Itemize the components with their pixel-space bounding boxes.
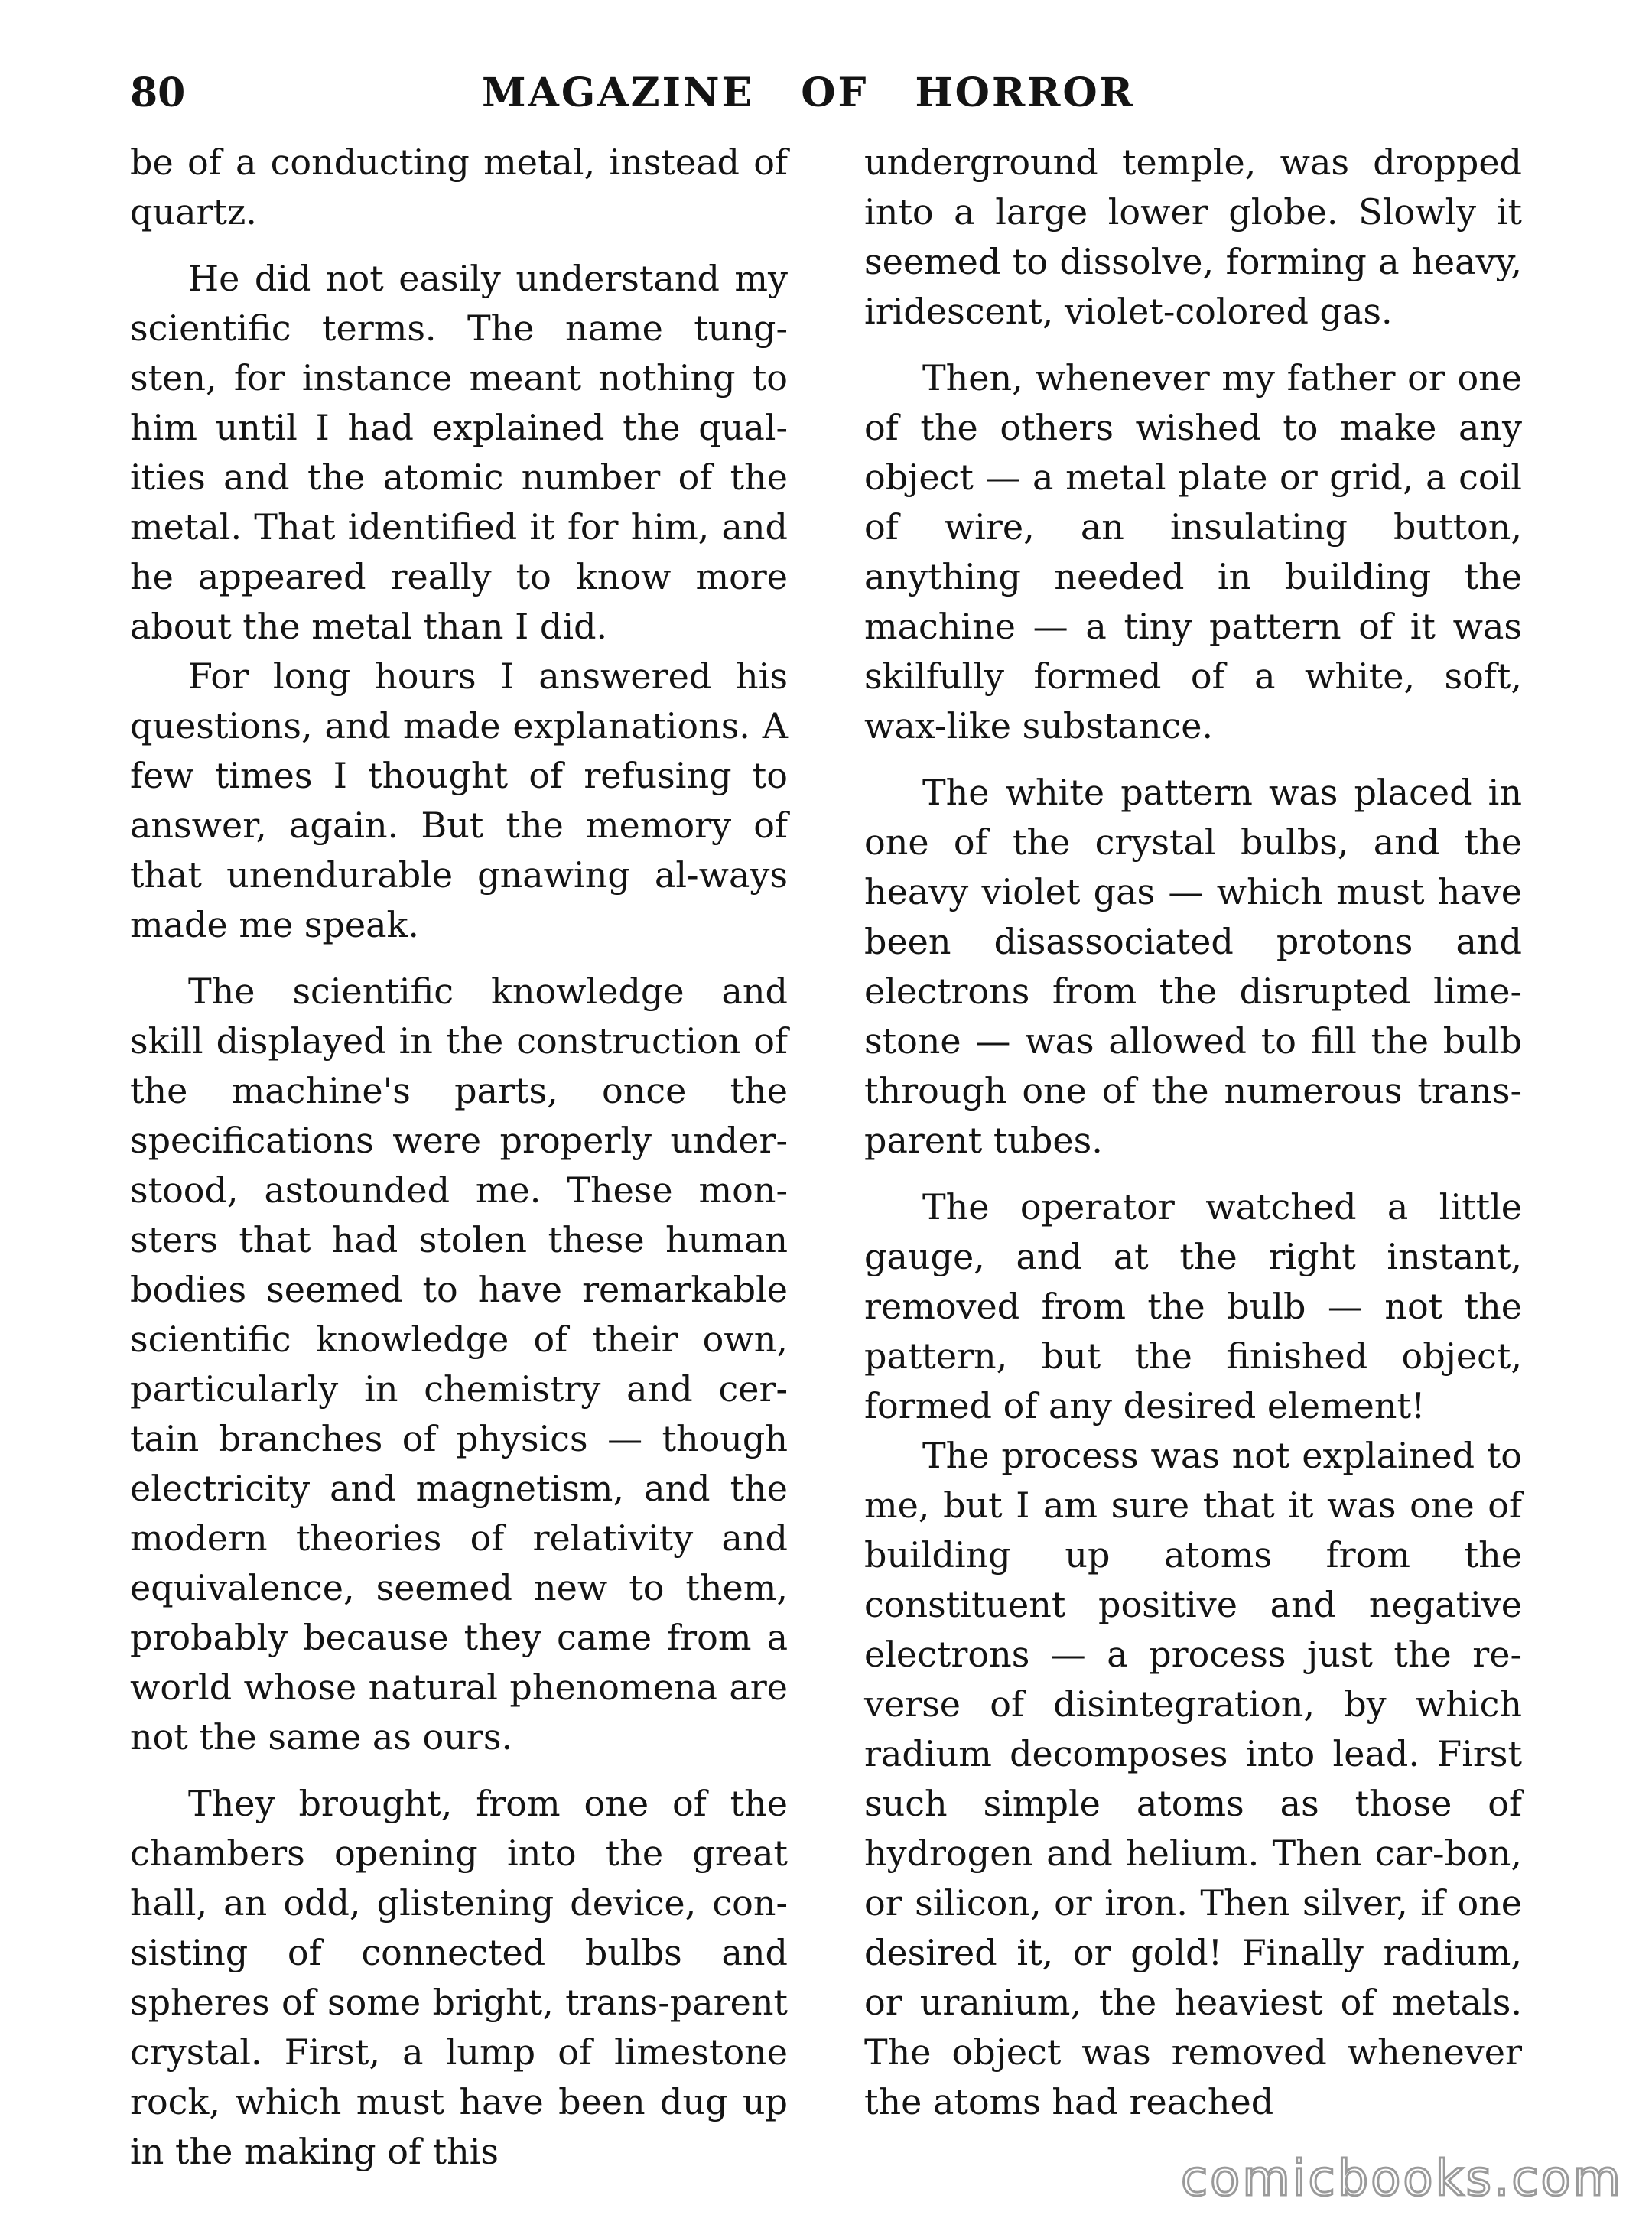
paragraph: The scientific knowledge and skill displayed in the construction of the machine's parts, once the specifications were properly under-stood, astounded me. These mon-sters that had stolen these human bodies seemed to have remarkable scientific knowledge of their own, particularly in chemistry and cer-tain branches of physics — though electricity and magnetism, and the modern theories of relativity and equivalence, seemed new to them, probably because they came from a world whose natural phenomena are not the same as ours.	[130, 971, 788, 1758]
page-header	[130, 63, 1231, 124]
paragraph: underground temple, was dropped into a large lower globe. Slowly it seemed to dissolve, forming a heavy, iridescent, violet-colored gas.	[864, 141, 1522, 332]
watermark: comicbooks.com	[1180, 2151, 1623, 2207]
paragraph: be of a conducting metal, instead of quartz.	[130, 141, 788, 233]
paragraph: The process was not explained to me, but I am sure that it was one of building up atoms from the constituent positive and negative electrons — a process just the re-verse of disintegration, by which radium decomposes into lead. First such simple atoms as those of hydrogen and helium. Then car-bon, or silicon, or iron. Then silver, if one desired it, or gold! Finally radium, or uranium, the heaviest of metals. The object was removed whenever the atoms had reached	[864, 1435, 1522, 2122]
page-number: 80	[130, 70, 186, 116]
left-column	[130, 138, 788, 2177]
paragraph: For long hours I answered his questions, and made explanations. A few times I thought of refusing to answer, again. But the memory of that unendurable gnawing al-ways made me speak.	[130, 655, 788, 945]
paragraph: They brought, from one of the chambers opening into the great hall, an odd, glistening device, con-sisting of connected bulbs and spheres of some bright, trans-parent crystal. First, a lump of limestone rock, which must have been dug up in the making of this	[130, 1783, 788, 2172]
paragraph: The operator watched a little gauge, and at the right instant, removed from the bulb — not the pattern, but the finished object, formed of any desired element!	[864, 1186, 1522, 1426]
running-title: MAGAZINE OF HORROR	[482, 70, 1135, 116]
right-column	[864, 138, 1522, 2127]
paragraph: The white pattern was placed in one of the crystal bulbs, and the heavy violet gas — which must have been disassociated protons and electrons from the disrupted lime-stone — was allowed to fill the bulb through one of the numerous trans-parent tubes.	[864, 772, 1522, 1161]
paragraph: Then, whenever my father or one of the others wished to make any object — a metal plate or grid, a coil of wire, an insulating button, anything needed in building the machine — a tiny pattern of it was skilfully formed of a white, soft, wax-like substance.	[864, 357, 1522, 746]
paragraph: He did not easily understand my scientific terms. The name tung-sten, for instance meant nothing to him until I had explained the qual-ities and the atomic number of the metal. That identified it for him, and he appeared really to know more about the metal than I did.	[130, 258, 788, 647]
